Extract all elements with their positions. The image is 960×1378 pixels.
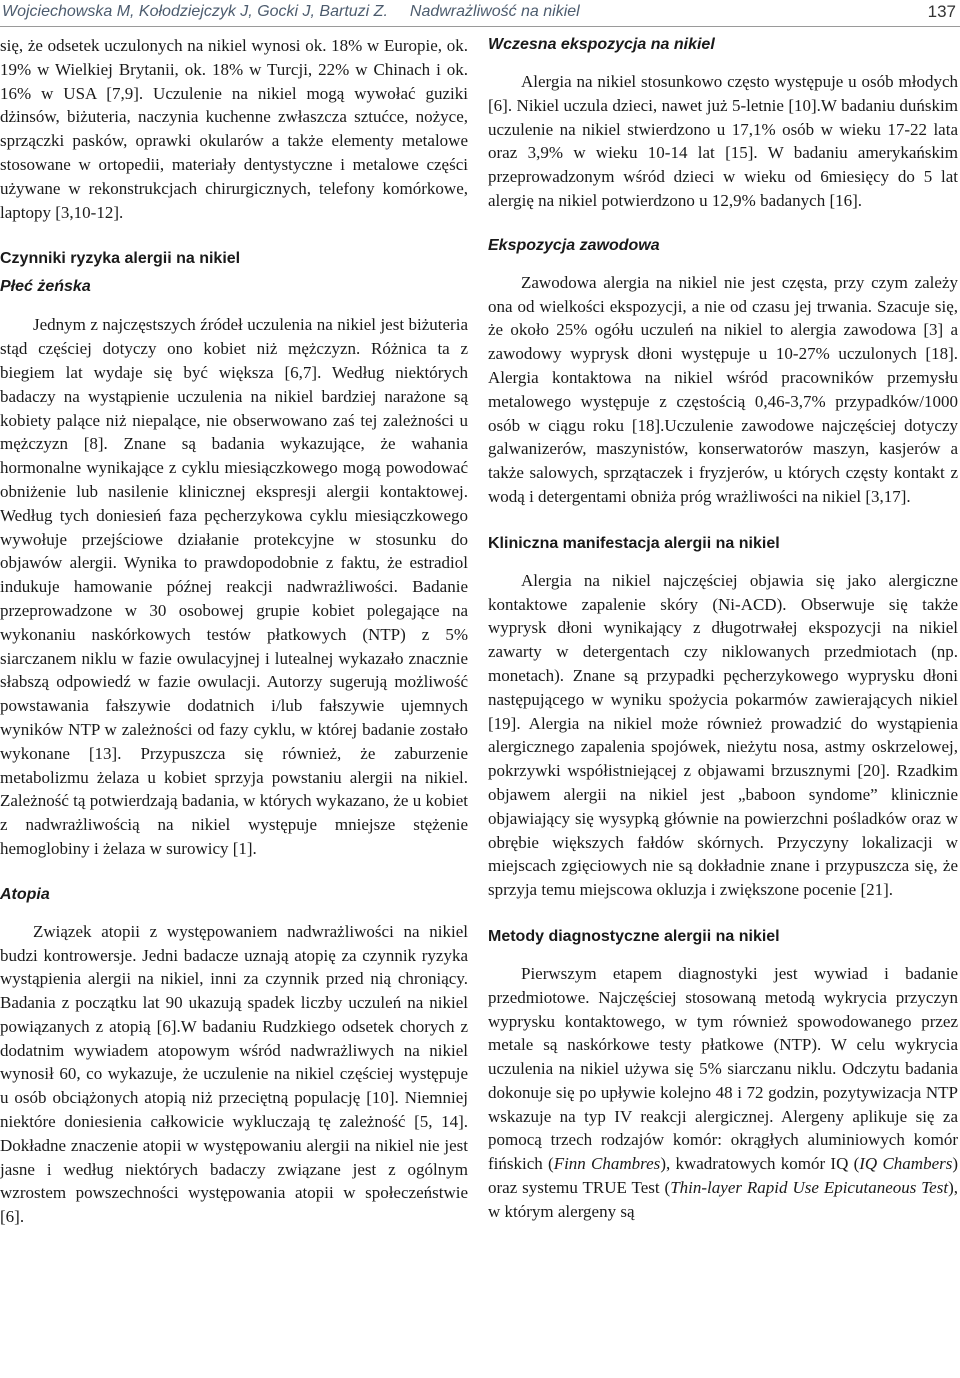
header-authors: Wojciechowska M, Kołodziejczyk J, Gocki J, Bartuzi Z. <box>2 3 388 20</box>
diag-text-part-3: ) oraz systemu TRUE Test ( <box>488 1154 959 1198</box>
page-number: 137 <box>927 2 956 21</box>
true-test-term: Thin-layer Rapid Use Epicutaneous Test <box>670 1178 949 1198</box>
heading-atopy: Atopia <box>0 885 50 903</box>
heading-female-sex: Płeć żeńska <box>0 278 91 296</box>
right-column <box>488 34 958 1224</box>
paragraph-atopy: Związek atopii z występowaniem nadwrażliwości na nikiel budzi kontrowersje. Jedni badacze uznają atopię za czynnik ryzyka wystąpienia alergii na nikiel, inni za czynnik przed nią chroniący. Badania z początku lat 90 ukazują spadek liczby uczuleń na nikiel powiązanych z atopią [6].W badaniu Rudzkiego odsetek chorych z dodatnim wywiadem atopowym wśród nadwrażliwych na nikiel wynosił 60, co wykazuje, że uczulenie na nikiel częściej występuje u osób obciążonych atopią niż przeciętną populację [10]. Niemniej niektóre doniesienia całkowicie wykluczają tę zależność [5, 14]. Dokładne znaczenie atopii w występowaniu alergii na nikiel nie jest jasne i według niektórych badaczy związane jest z ogólnym wzrostem powszechności występowania atopii w społeczeństwie [6]. <box>0 921 468 1227</box>
left-column <box>0 34 468 1229</box>
diag-text-part-4: ), w którym alergeny są <box>488 1178 958 1221</box>
header-authors-line <box>2 3 580 21</box>
paragraph-clinical-manifestation: Alergia na nikiel najczęściej objawia się jako alergiczne kontaktowe zapalenie skóry (Ni-ACD). Obserwuje się także wyprysk dłoni wynikający z długotrwałej ekspozycji na nikiel zawarty w detergentach czy niklowanych przedmiotach (np. monetach). Znane są przypadki pęcherzykowego wyprysku dłoni następującego w wyniku spożycia pokarmów zawierających nikiel [19]. Alergia na nikiel może również prowadzić do wystąpienia alergicznego zapalenia spojówek, nieżytu nosa, astmy oskrzelowej, pokrzywki współistniejącej z objawami brzusznymi [20]. Rzadkim objawem alergii na nikiel jest „baboon syndome” klinicznie objawiający się wysypką głównie na powierzchni pośladków oraz w obrębie większych fałdów skórnych. Przyczyny lokalizacji w miejscach zgięciowych nie są dokładnie znane i przypuszcza się, że sprzyja temu miejscowa okluzja i zwiększone pocenie [21]. <box>488 570 958 900</box>
paragraph-diagnostic-methods <box>488 962 958 1224</box>
running-header <box>0 0 960 27</box>
iq-chambers-term: IQ Chambers <box>859 1154 953 1174</box>
paragraph-occupational-exposure: Zawodowa alergia na nikiel nie jest częsta, przy czym zależy ona od wielkości ekspozycji, a nie od czasu jej trwania. Szacuje się, że około 25% ogółu uczuleń na nikiel to alergia zawodowa [3] a zawodowy wyprysk dłoni występuje u 10-27% uczulonych [18]. Alergia kontaktowa na nikiel wśród pracowników przemysłu metalowego występuje z częstością 0,46-3,7% przypadków/1000 osób w ciągu roku [18].Uczulenie zawodowe najczęściej dotyczy galwanizerów, maszynistów, konserwatorów maszyn, kasjerów a także salowych, sprzątaczek i fryzjerów, u których częsty kontakt z wodą i detergentami obniża próg wrażliwości na nikiel [3,17]. <box>488 272 958 506</box>
diag-text-part-2: ), kwadratowych komór IQ ( <box>660 1154 860 1174</box>
paragraph-female-sex: Jednym z najczęstszych źródeł uczulenia na nikiel jest biżuteria stąd częściej dotyczy ono kobiet niż mężczyzn. Różnica ta z biegiem lat wydaje się być większa [6,7]. Według niektórych badaczy na wystąpienie uczulenia na nikiel bardziej narażone są kobiety palące niż niepalące, nie obserwowano zaś tej zależności u mężczyzn [8]. Znane są badania wykazujące, że wahania hormonalne wynikające z cyklu miesiączkowego mogą powodować obniżenie lub nasilenie klinicznej ekspresji alergii kontaktowej. Według tych doniesień faza pęcherzykowa cyklu miesiączkowego wywołuje przejściowe działanie protekcyjne w stosunku do objawów alergii. Wynika to prawdopodobnie z faktu, że estradiol indukuje hamowanie późnej reakcji nadwrażliwości. Badanie przeprowadzone w 30 osobowej grupie kobiet polegające na wykonaniu naskórkowych testów płatkowych (NTP) z 5% siarczanem niklu w fazie owulacyjnej i lutealnej wykazało znacznie słabszą odpowiedź w fazie owulacji. Autorzy sugerują możliwość powstawania fałszywie dodatnich i/lub fałszywie ujemnych wyników NTP w zależności od fazy cyklu, w której badanie zostało wykonane [13]. Przypuszcza się również, że zaburzenie metabolizmu żelaza u kobiet sprzyja powstaniu alergii na nikiel. Zależność tą potwierdzają badania, w których wykazano, że u kobiet z nadwrażliwością na nikiel występuje mniejsze stężenie hemoglobiny i żelaza w surowicy [1]. <box>0 315 468 858</box>
heading-diagnostic-methods: Metody diagnostyczne alergii na nikiel <box>488 927 780 945</box>
diag-text-part-1: Pierwszym etapem diagnostyki jest wywiad i badanie przedmiotowe. Najczęściej stosowaną metodą wykrycia przyczyn wyprysku kontaktowego, w tym również spowodowanego przez metale są naskórkowe testy płatkowe (NTP). W celu wykrycia uczulenia na nikiel używa się 5% siarczanu niklu. Odczytu badania dokonuje się po upływie kolejno 48 i 72 godzin, pozytywizacja NTP wskazuje na typ IV reakcji alergicznej. Alergeny aplikuje się za pomocą trzech rodzajów komór: okrągłych aluminiowych komór fińskich ( <box>488 963 958 1174</box>
finn-chambers-term: Finn Chambres <box>553 1154 661 1174</box>
heading-risk-factors: Czynniki ryzyka alergii na nikiel <box>0 250 241 268</box>
heading-early-exposure: Wczesna ekspozycja na nikiel <box>488 36 715 53</box>
paragraph-prevalence: się, że odsetek uczulonych na nikiel wynosi ok. 18% w Europie, ok. 19% w Wielkiej Brytanii, ok. 18% w Turcji, 22% w Chinach i ok. 16% w USA [7,9]. Uczulenie na nikiel mogą wywołać guziki dżinsów, biżuteria, naczynia kuchenne zwłaszcza sztućce, nożyce, sprzączki pasków, oprawki okularów a także elementy metalowe stosowane w ortopedii, materiały dentystyczne i metalowe części używane w rekonstrukcjach chirurgicznych, telefony komórkowe, laptopy [3,10-12]. <box>0 36 468 222</box>
paragraph-early-exposure: Alergia na nikiel stosunkowo często występuje u osób młodych [6]. Nikiel uczula dzieci, nawet już 5-letnie [10].W badaniu duńskim uczulenie na nikiel stwierdzono u 17,1% osób w wieku 17-22 lata oraz 3,9% w wieku 10-14 lat [15]. W badaniu amerykańskim przeprowadzonym wśród dzieci w wieku od 6miesięcy do 5 lat alergię na nikiel potwierdzono u 12,9% badanych [16]. <box>488 72 958 210</box>
heading-clinical-manifestation: Kliniczna manifestacja alergii na nikiel <box>488 534 780 552</box>
heading-occupational-exposure: Ekspozycja zawodowa <box>488 236 660 254</box>
header-running-title: Nadwrażliwość na nikiel <box>409 3 580 20</box>
